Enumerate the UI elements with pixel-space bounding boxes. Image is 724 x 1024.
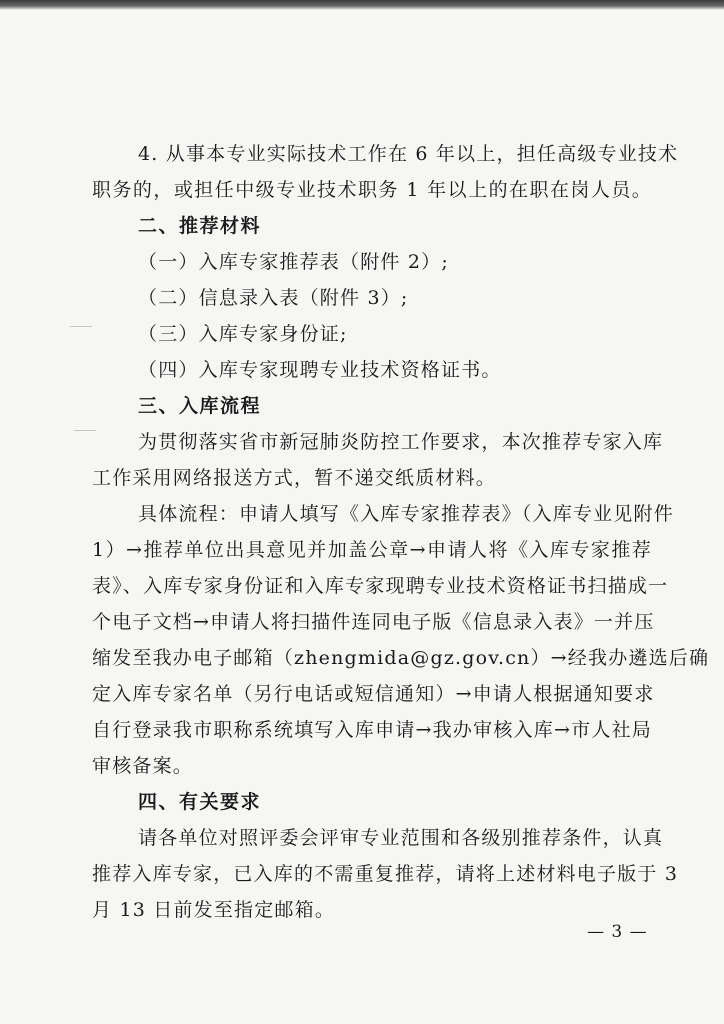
- section-heading-requirements: 四、有关要求: [138, 791, 262, 813]
- paragraph-line: 定入库专家名单（另行电话或短信通知）→申请人根据通知要求: [92, 683, 655, 705]
- paragraph-line: 自行登录我市职称系统填写入库申请→我办审核入库→市人社局: [92, 719, 652, 741]
- list-item: （一）入库专家推荐表（附件 2）;: [138, 251, 449, 273]
- list-item: （三）入库专家身份证;: [138, 323, 348, 345]
- paragraph-line: 职务的，或担任中级专业技术职务 1 年以上的在职在岗人员。: [92, 179, 652, 201]
- paragraph-line: 个电子文档→申请人将扫描件连同电子版《信息录入表》一并压: [92, 611, 655, 633]
- section-heading-materials: 二、推荐材料: [138, 215, 262, 237]
- paragraph-line: 请各单位对照评委会评审专业范围和各级别推荐条件，认真: [138, 827, 664, 849]
- paragraph-line: 为贯彻落实省市新冠肺炎防控工作要求，本次推荐专家入库: [138, 431, 664, 453]
- paragraph-line: 1）→推荐单位出具意见并加盖公章→申请人将《入库专家推荐: [92, 539, 652, 561]
- paragraph-line: 审核备案。: [92, 755, 194, 777]
- paragraph-line: 推荐入库专家，已入库的不需重复推荐，请将上述材料电子版于 3: [92, 863, 679, 885]
- document-body: [92, 136, 710, 928]
- paragraph-line: 缩发至我办电子邮箱（zhengmida@gz.gov.cn）→经我办遴选后确: [92, 647, 710, 669]
- page-number: — 3 —: [587, 922, 648, 942]
- paragraph-line: 月 13 日前发至指定邮箱。: [92, 899, 336, 921]
- paragraph-line: 工作采用网络报送方式，暂不递交纸质材料。: [92, 467, 497, 489]
- section-heading-process: 三、入库流程: [138, 395, 262, 417]
- paragraph-line: 表》、入库专家身份证和入库专家现聘专业技术资格证书扫描成一: [92, 575, 669, 597]
- scan-top-edge: [0, 0, 724, 10]
- list-item: （四）入库专家现聘专业技术资格证书。: [138, 359, 502, 381]
- paragraph-line: 4. 从事本专业实际技术工作在 6 年以上，担任高级专业技术: [138, 143, 679, 165]
- list-item: （二）信息录入表（附件 3）;: [138, 287, 409, 309]
- scan-speck: [70, 326, 92, 327]
- paragraph-line: 具体流程：申请人填写《入库专家推荐表》（入库专业见附件: [138, 503, 674, 525]
